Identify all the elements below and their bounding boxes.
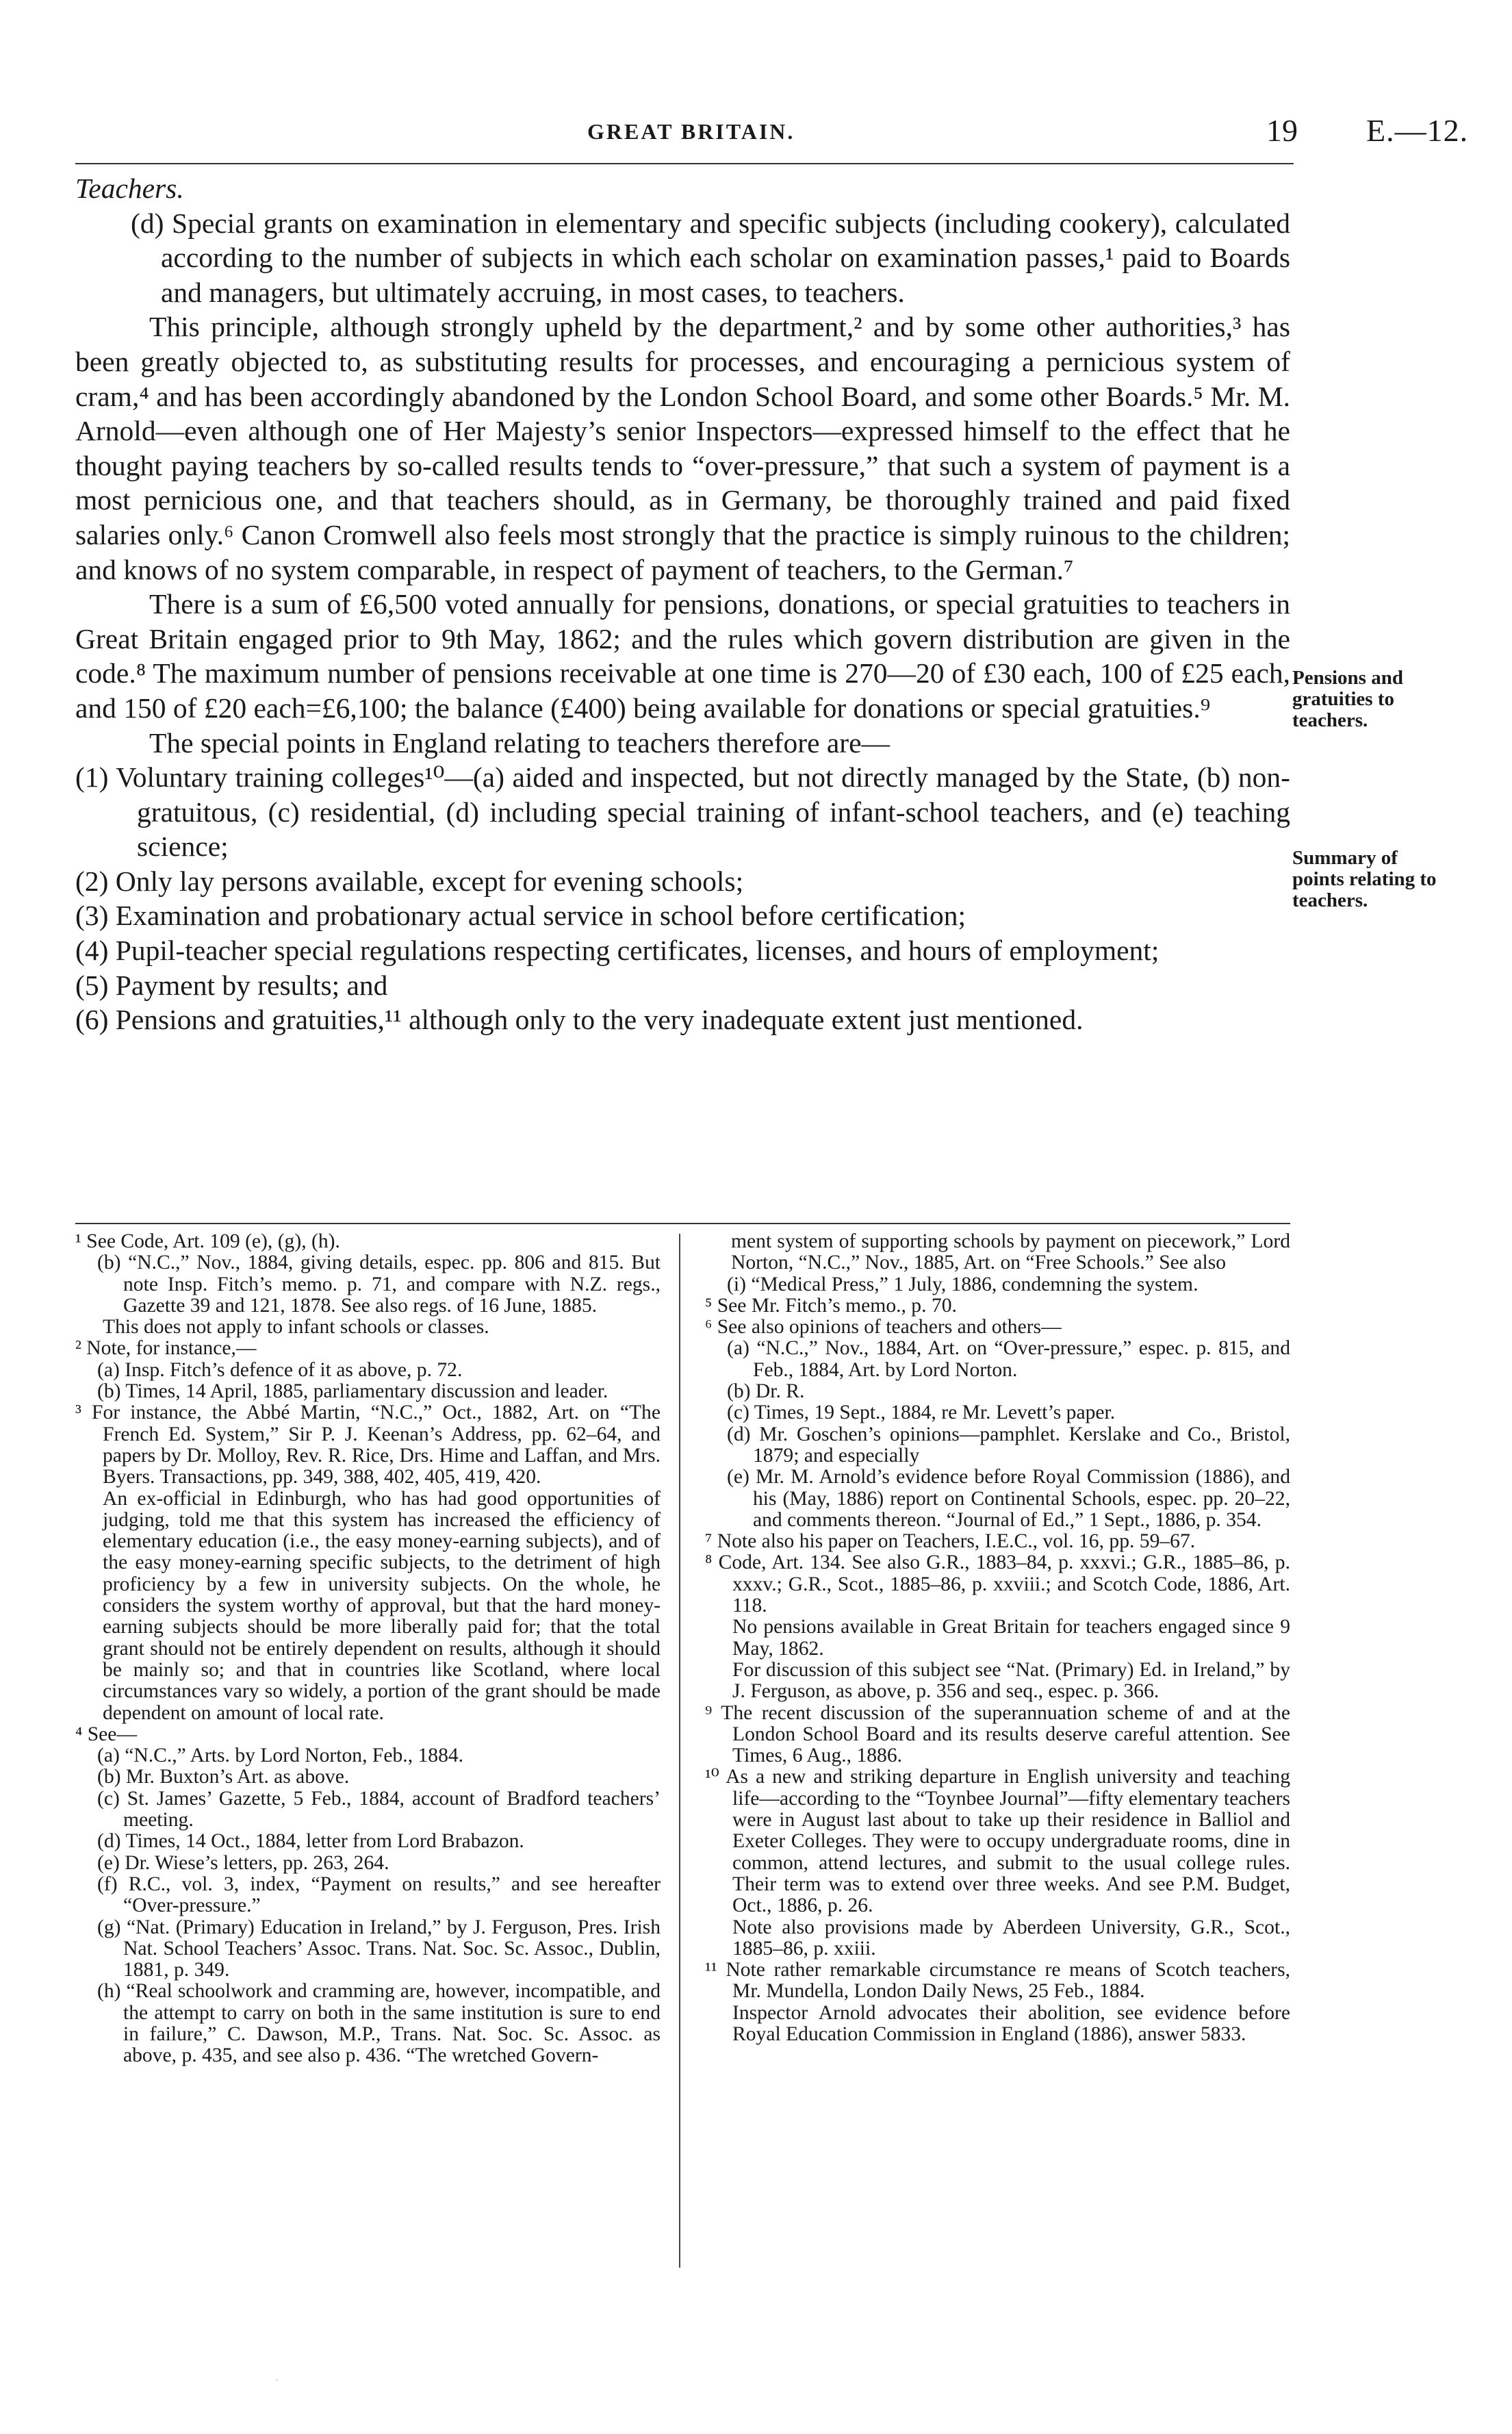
footnote-line: No pensions available in Great Britain for teachers engaged since 9 May, 1862.	[732, 1616, 1290, 1660]
footnote-line: (f) R.C., vol. 3, index, “Payment on results,” and see hereafter “Over-pressure.”	[97, 1873, 661, 1917]
header-rule	[75, 163, 1294, 164]
footnote-line: ¹¹ Note rather remarkable circumstance re means of Scotch teachers, Mr. Mundella, London Daily News, 25 Feb., 1884.	[705, 1959, 1290, 2003]
document-code: E.—12.	[1366, 113, 1469, 148]
footnote-line: (d) Times, 14 Oct., 1884, letter from Lord Brabazon.	[97, 1830, 524, 1853]
footnote-line: Inspector Arnold advocates their abolition, see evidence before Royal Education Commission in England (1886), answer 5833.	[732, 2001, 1290, 2045]
footnote-line: (a) “N.C.,” Nov., 1884, Art. on “Over-pressure,” espec. p. 815, and Feb., 1884, Art. by Lord Norton.	[727, 1337, 1290, 1381]
footnote-rule	[75, 1223, 1290, 1224]
footnote-line: An ex-official in Edinburgh, who has had good opportunities of judging, told me that this system has increased the efficiency of elementary education (i.e., the easy money-earning subjects), and of the easy money-earning specific subjects, to the detriment of high proficiency by a few in university subjects. On the whole, he considers the system worthy of approval, but that the hard money-earning subjects should be more liberally paid for; that the total grant should not be entirely dependent on results, although it should be mainly so; and that in countries like Scotland, where local circumstances vary so widely, a portion of the grant should be made dependent on amount of local rate.	[103, 1487, 661, 1724]
footnote-line: ⁴ See—	[75, 1723, 138, 1745]
footnote-line: (b) “N.C.,” Nov., 1884, giving details, espec. pp. 806 and 815. But note Insp. Fitch’s memo. p. 71, and compare with N.Z. regs., Gazette 39 and 121, 1878. See also regs. of 16 June, 1885.	[97, 1252, 661, 1317]
paragraph-principle: This principle, although strongly upheld by the department,² and by some other authorities,³ has been greatly objected to, as substituting results for processes, and encouraging a pernicious system of cram,⁴ and has been accordingly abandoned by the London School Board, and some other Boards.⁵ Mr. M. Arnold—even although one of Her Majesty’s senior Inspectors—expressed himself to the effect that he thought paying teachers by so-called results tends to “over-pressure,” that such a system of payment is a most pernicious one, and that teachers should, as in Germany, be thoroughly trained and paid fixed salaries only.⁶ Canon Cromwell also feels most strongly that the practice is simply ruinous to the children; and knows of no system comparable, in respect of payment of teachers, to the German.⁷	[75, 311, 1290, 585]
footnote-line: ⁵ See Mr. Fitch’s memo., p. 70.	[705, 1294, 957, 1317]
running-title: GREAT BRITAIN.	[587, 119, 795, 144]
footnote-line: ment system of supporting schools by payment on piecework,” Lord Norton, “N.C.,” Nov., 1885, Art. on “Free Schools.” See also	[731, 1230, 1290, 1274]
footnote-line: ⁷ Note also his paper on Teachers, I.E.C., vol. 16, pp. 59–67.	[705, 1530, 1196, 1553]
footnote-line: (e) Mr. M. Arnold’s evidence before Royal Commission (1886), and his (May, 1886) report on Continental Schools, espec. pp. 20–22, and comments thereon. “Journal of Ed.,” 1 Sept., 1886, p. 354.	[727, 1466, 1290, 1531]
footnote-line: ⁸ Code, Art. 134. See also G.R., 1883–84, p. xxxvi.; G.R., 1885–86, p. xxxv.; G.R., Scot., 1885–86, p. xxviii.; and Scotch Code, 1886, Art. 118.	[705, 1551, 1290, 1617]
list-item: (4) Pupil-teacher special regulations respecting certificates, licenses, and hours of employment;	[75, 935, 1159, 967]
paragraph-pensions: There is a sum of £6,500 voted annually for pensions, donations, or special gratuities to teachers in Great Britain engaged prior to 9th May, 1862; and the rules which govern distribution are given in the code.⁸ The maximum number of pensions receivable at one time is 270—20 of £30 each, 100 of £25 each, and 150 of £20 each=£6,100; the balance (£400) being available for donations or special gratuities.⁹	[75, 588, 1290, 724]
footnote-line: This does not apply to infant schools or classes.	[103, 1316, 489, 1339]
footnote-line: (c) Times, 19 Sept., 1884, re Mr. Levett’s paper.	[727, 1402, 1116, 1424]
footnote-line: (i) “Medical Press,” 1 July, 1886, condemning the system.	[727, 1273, 1199, 1295]
list-item: (2) Only lay persons available, except for evening schools;	[75, 865, 744, 897]
list-item: (1) Voluntary training colleges¹⁰—(a) aided and inspected, but not directly managed by the State, (b) non-gratuitous, (c) residential, (d) including special training of infant-school teachers, and (e) teaching science;	[75, 761, 1290, 863]
footnote-line: ⁹ The recent discussion of the superannuation scheme of and at the London School Board and its results deserve careful attention. See Times, 6 Aug., 1886.	[705, 1701, 1290, 1767]
footnote-line: (b) Dr. R.	[727, 1380, 805, 1403]
list-item: (3) Examination and probationary actual service in school before certification;	[75, 900, 966, 932]
page-header	[0, 115, 1512, 156]
footnote-line: ⁶ See also opinions of teachers and others—	[705, 1316, 1062, 1339]
footnote-line: (b) Mr. Buxton’s Art. as above.	[97, 1766, 350, 1788]
margin-note-summary: Summary of points relating to teachers.	[1292, 847, 1437, 911]
list-item: (5) Payment by results; and	[75, 969, 388, 1001]
section-label: Teachers.	[75, 173, 184, 204]
footnote-line: (b) Times, 14 April, 1885, parliamentary discussion and leader.	[97, 1380, 608, 1403]
footnotes-right-column	[705, 1231, 1290, 2045]
column-divider	[679, 1234, 680, 2268]
margin-note-pensions: Pensions and gratuities to teachers.	[1292, 667, 1403, 731]
list-item: (6) Pensions and gratuities,¹¹ although only to the very inadequate extent just mentioned.	[75, 1004, 1084, 1036]
footnote-line: ² Note, for instance,—	[75, 1337, 257, 1360]
footnote-line: (c) St. James’ Gazette, 5 Feb., 1884, account of Bradford teachers’ meeting.	[97, 1787, 661, 1831]
footnote-line: ¹ See Code, Art. 109 (e), (g), (h).	[75, 1230, 340, 1252]
footnote-line: (a) “N.C.,” Arts. by Lord Norton, Feb., 1884.	[97, 1745, 464, 1767]
footnote-line: ¹⁰ As a new and striking departure in English university and teaching life—according to the “Toynbee Journal”—fifty elementary teachers were in August last about to take up their residence in Balliol and Exeter Colleges. They were to occupy undergraduate rooms, dine in common, attend lectures, and submit to the usual college rules. Their term was to extend over three weeks. And see P.M. Budget, Oct., 1886, p. 26.	[705, 1766, 1290, 1917]
footnote-line: (e) Dr. Wiese’s letters, pp. 263, 264.	[97, 1851, 389, 1874]
footnote-line: For discussion of this subject see “Nat. (Primary) Ed. in Ireland,” by J. Ferguson, as above, p. 356 and seq., espec. p. 366.	[732, 1658, 1290, 1703]
footnote-line: ³ For instance, the Abbé Martin, “N.C.,” Oct., 1882, Art. on “The French Ed. System,” Sir P. J. Keenan’s Address, pp. 62–64, and papers by Dr. Molloy, Rev. R. Rice, Drs. Hime and Laffan, and Mrs. Byers. Transactions, pp. 349, 388, 402, 405, 419, 420.	[75, 1402, 661, 1488]
item-d: (d) Special grants on examination in elementary and specific subjects (including cookery), calculated according to the number of subjects in which each scholar on examination passes,¹ paid to Boards and managers, but ultimately accruing, in most cases, to teachers.	[131, 207, 1290, 308]
footnotes-left-column	[75, 1231, 661, 2067]
footnote-line: (d) Mr. Goschen’s opinions—pamphlet. Kerslake and Co., Bristol, 1879; and especially	[727, 1423, 1290, 1467]
page-number: 19	[1266, 113, 1298, 148]
footnote-line: (a) Insp. Fitch’s defence of it as above, p. 72.	[97, 1358, 463, 1381]
footnote-line: Note also provisions made by Aberdeen University, G.R., Scot., 1885–86, p. xxiii.	[732, 1916, 1290, 1960]
stray-mark: ·	[275, 2376, 279, 2386]
main-text	[75, 171, 1290, 1037]
paragraph-summary-intro: The special points in England relating to teachers therefore are—	[149, 726, 890, 759]
footnote-line: (g) “Nat. (Primary) Education in Ireland,” by J. Ferguson, Pres. Irish Nat. School Teachers’ Assoc. Trans. Nat. Soc. Sc. Assoc., Dublin, 1881, p. 349.	[97, 1916, 661, 1981]
footnote-line: (h) “Real schoolwork and cramming are, however, incompatible, and the attempt to carry on both in the same institution is sure to end in failure,” C. Dawson, M.P., Trans. Nat. Soc. Sc. Assoc. as above, p. 435, and see also p. 436. “The wretched Govern-	[97, 1980, 661, 2067]
